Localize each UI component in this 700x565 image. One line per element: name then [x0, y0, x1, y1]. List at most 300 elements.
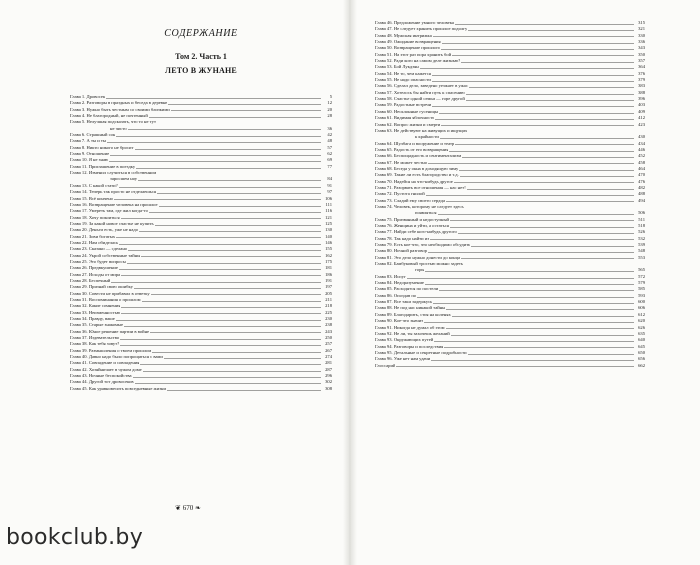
toc-leader-dots [142, 301, 322, 302]
toc-entry-page: 409 [638, 108, 645, 114]
toc-entry-title: Глава 21. Зови богатых [70, 233, 116, 239]
toc-entry-title: Глава 32. Какие сомнения [70, 303, 121, 309]
toc-entry-title: Глава 23. Сказано — сделано [70, 246, 128, 252]
toc-entry-page: 606 [638, 305, 645, 311]
toc-entry-page: 434 [638, 140, 645, 146]
toc-leader-dots [466, 100, 634, 101]
toc-entry-page: 662 [638, 362, 645, 368]
toc-entry-page: 343 [638, 45, 645, 51]
toc-leader-dots [138, 180, 321, 181]
toc-entry-page: 626 [638, 324, 645, 330]
toc-leader-dots [442, 43, 634, 44]
toc-leader-dots [133, 377, 321, 378]
toc-leader-dots [431, 360, 634, 361]
toc-entry-title: Глава 43. Ночные беспокойства [70, 373, 132, 379]
toc-entry-title: Глава 55. Не надо опасности [375, 77, 431, 83]
toc-entry-title: Глава 7. А ты и ты [70, 138, 106, 144]
toc-leader-dots [141, 256, 321, 257]
toc-entry-title: Глава 77. Найди себе кого-нибудь другого [375, 229, 457, 235]
toc-entry-title: Глава 63. Не действуют на живущих и ищущих [375, 127, 468, 133]
toc-entry-page: 116 [325, 208, 332, 214]
toc-entry-title: Глава 83. Испуг [375, 273, 406, 279]
book-gutter [343, 0, 357, 565]
toc-leader-dots [425, 284, 634, 285]
toc-entry-page: 430 [638, 134, 645, 140]
toc-entry-title: Глава 75. Призванный и недоступный [375, 216, 450, 222]
toc-entry [70, 386, 332, 392]
toc-entry-title: Глава 59. Радостные встречи [375, 102, 432, 108]
toc-leader-dots [124, 326, 321, 327]
toc-entry-page: 593 [638, 292, 645, 298]
toc-leader-dots [434, 341, 634, 342]
toc-entry-page: 57 [327, 144, 332, 150]
toc-entry-title: Глава 84. Недоразумение [375, 280, 424, 286]
toc-leader-dots [114, 199, 321, 200]
toc-leader-dots [151, 294, 321, 295]
toc-entry-page: 446 [638, 146, 645, 152]
toc-entry-page: 600 [638, 299, 645, 305]
toc-entry-title: Глава 80. Ночной разговор [375, 248, 427, 254]
toc-entry-title: Глава 87. Все таки задержусь [375, 299, 433, 305]
toc-leader-dots [438, 214, 634, 215]
toc-entry-page: 423 [638, 121, 645, 127]
toc-entry-page: 238 [325, 322, 332, 328]
toc-entry-title: Глава 35. Старые знакомые [70, 322, 124, 328]
toc-entry-page: 511 [638, 216, 645, 222]
watermark-text: bookclub.by [6, 525, 144, 550]
toc-leader-dots [432, 106, 634, 107]
toc-leader-dots [116, 237, 321, 238]
toc-entry-page: 579 [638, 280, 645, 286]
toc-entry-page: 5 [329, 94, 332, 99]
part-name-title: ЛЕТО В ЖУНАНЕ [165, 66, 237, 75]
toc-entry-page: 412 [638, 115, 645, 121]
toc-entry-page: 130 [325, 227, 332, 233]
contents-heading: СОДЕРЖАНИЕ [164, 28, 238, 39]
toc-entry-page: 357 [638, 58, 645, 64]
toc-entry-title: Глава 9. Отношение [70, 151, 110, 157]
toc-entry-title: Глава 64. Шулбага и вооружение и театр [375, 140, 455, 146]
toc-leader-dots [455, 144, 634, 145]
toc-entry-page: 336 [638, 39, 645, 45]
toc-entry-page: 274 [325, 354, 332, 360]
toc-entry-title: Глава 90. Кое-что значит [375, 318, 424, 324]
toc-entry-page: 470 [638, 172, 645, 178]
toc-entry-page: 458 [638, 159, 645, 165]
toc-entry-title: Глава 34. Правду, ваше [70, 316, 115, 322]
volume-part-title: Том 2. Часть 1 [175, 52, 227, 61]
toc-entry-title: Глава 45. Как уравновесить повседневные жизни [70, 385, 166, 391]
toc-entry-title: Глава 57. Хотелось бы найти путь к спасению [375, 89, 465, 95]
toc-entry-title: Глава 88. Не под нас никакой тайны [375, 305, 446, 311]
toc-leader-dots [469, 87, 634, 88]
toc-leader-dots [449, 151, 634, 152]
toc-leader-dots [407, 278, 634, 279]
toc-entry-title: Глава 67. Не может честно [375, 159, 427, 165]
toc-leader-dots [121, 313, 321, 314]
toc-entry-page: 62 [327, 151, 332, 157]
toc-entry-page: 218 [325, 303, 332, 309]
toc-leader-dots [128, 129, 321, 130]
toc-entry-title: Глава 91. Никогда не думал об этом [375, 324, 445, 330]
toc-entry-title: к крайности [415, 134, 439, 140]
toc-entry-page: 175 [325, 258, 332, 264]
toc-leader-dots [109, 161, 321, 162]
toc-leader-dots [116, 136, 321, 137]
toc-leader-dots [396, 366, 634, 367]
toc-leader-dots [441, 49, 634, 50]
toc-entry-title: заросшем ноу [110, 176, 138, 182]
toc-entry-title: Глава 5. Нелучшая подсказать, что то не тут [70, 119, 156, 125]
toc-entry-page: 635 [638, 330, 645, 336]
toc-entry-page: 162 [325, 252, 332, 258]
toc-entry-title: Глава 33. Неизменностью [70, 309, 121, 315]
toc-leader-dots [462, 157, 634, 158]
toc-leader-dots [452, 55, 634, 56]
toc-entry-title: горы [415, 267, 425, 273]
toc-entry-page: 506 [638, 210, 645, 216]
toc-leader-dots [451, 335, 634, 336]
ornament-right-icon: ❧ [195, 504, 201, 512]
toc-entry-title: Глава 69. Такие ли есть благородство и т.д. [375, 172, 459, 178]
toc-entry-title: Глава 22. Нам обиделась [70, 239, 119, 245]
toc-entry-title: Глава 62. Вопрос жизни и смерти [375, 121, 441, 127]
toc-entry-page: 612 [638, 311, 645, 317]
toc-entry-page: 205 [325, 290, 332, 296]
toc-entry-page: 308 [325, 385, 332, 391]
toc-leader-dots [167, 390, 321, 391]
toc-leader-dots [157, 193, 321, 194]
toc-entry-page: 383 [638, 83, 645, 89]
toc-entry-page: 20 [327, 106, 332, 112]
toc-leader-dots [121, 218, 321, 219]
toc-leader-dots [461, 62, 634, 63]
toc-entry-title: Глоссарий [375, 362, 396, 368]
toc-entry-page: 146 [325, 239, 332, 245]
toc-leader-dots [128, 250, 321, 251]
toc-leader-dots [446, 328, 634, 329]
toc-entry-title: Глава 1. Дровосек [70, 94, 106, 99]
toc-leader-dots [426, 195, 634, 196]
toc-entry-page: 645 [638, 343, 645, 349]
toc-leader-dots [111, 282, 321, 283]
toc-entry-title: Глава 81. Это дело нужно донести до конца [375, 254, 461, 260]
toc-entry-page: 36 [327, 125, 332, 131]
toc-leader-dots [432, 81, 634, 82]
toc-leader-dots [120, 345, 321, 346]
page-number-footer [158, 504, 218, 512]
toc-leader-dots [107, 142, 321, 143]
toc-entry-page: 526 [638, 229, 645, 235]
toc-leader-dots [121, 275, 321, 276]
toc-leader-dots [143, 371, 321, 372]
toc-leader-dots [119, 244, 321, 245]
toc-entry-page: 482 [638, 184, 645, 190]
toc-list-left [70, 94, 332, 392]
toc-entry-page: 230 [325, 316, 332, 322]
toc-entry-title: Глава 12. Изменил случиться в собственном [70, 170, 157, 176]
toc-entry-title: Глава 25. Это будет вопросы [70, 258, 126, 264]
toc-entry-title: Глава 85. Расходятся по постели [375, 286, 439, 292]
toc-leader-dots [428, 252, 634, 253]
toc-entry-title: Глава 50. Возвращение прошлого [375, 45, 441, 51]
toc-leader-dots [441, 125, 634, 126]
toc-entry-page: 620 [638, 318, 645, 324]
toc-entry-title: Глава 28. Беспечный [70, 277, 111, 283]
toc-entry-page: 350 [638, 51, 645, 57]
toc-list-right [375, 20, 645, 369]
toc-entry-title: Глава 17. Умереть там, где жил когда-то [70, 208, 148, 214]
toc-leader-dots [460, 176, 634, 177]
toc-leader-dots [119, 269, 321, 270]
toc-entry-page: 140 [325, 233, 332, 239]
toc-leader-dots [458, 233, 634, 234]
toc-entry-page: 565 [638, 267, 645, 273]
toc-entry-title: Глава 70. Надейся на что-нибудь другое [375, 178, 453, 184]
left-page [70, 0, 332, 392]
toc-entry-page: 121 [325, 214, 332, 220]
toc-entry-title: не чисто [110, 125, 127, 131]
toc-entry-title: Глава 8. Никто никого не бросит [70, 144, 134, 150]
toc-leader-dots [152, 352, 321, 353]
toc-leader-dots [468, 354, 634, 355]
toc-leader-dots [139, 231, 321, 232]
toc-entry-title: Глава 30. Совести не прибавил в ответку [70, 290, 150, 296]
toc-leader-dots [454, 182, 634, 183]
toc-entry-page: 84 [327, 176, 332, 182]
toc-entry-page: 388 [638, 89, 645, 95]
toc-leader-dots [420, 68, 634, 69]
toc-entry-title: Глава 41. Совпадение и совпадения [70, 360, 140, 366]
toc-entry-title: Глава 51. На этот раз пора хранить бой [375, 51, 452, 57]
toc-entry-page: 302 [325, 379, 332, 385]
toc-entry-page: 186 [325, 271, 332, 277]
ornament-left-icon: ❦ [175, 504, 181, 512]
toc-entry-title: Глава 27. Исходы от мира [70, 271, 121, 277]
toc-entry-page: 69 [327, 157, 332, 163]
toc-leader-dots [164, 358, 321, 359]
toc-leader-dots [471, 246, 634, 247]
toc-entry-page: 532 [638, 235, 645, 241]
toc-entry-title: Глава 16. Возвращение человека на прошлое [70, 201, 158, 207]
toc-entry-title: Глава 6. Страшный сон [70, 132, 116, 138]
toc-entry-title: появляться [415, 210, 437, 216]
toc-entry-page: 243 [325, 328, 332, 334]
toc-entry-title: Глава 31. Воспоминания о прошлом [70, 297, 141, 302]
toc-entry-page: 197 [325, 284, 332, 290]
right-page [375, 0, 645, 369]
toc-entry-title: Глава 20. Деньги есть, уже не надо [70, 227, 139, 233]
toc-entry-title: Глава 95. Детальные и секретные подробности [375, 349, 467, 355]
toc-leader-dots [435, 119, 634, 120]
toc-entry-title: Глава 49. Ожидание возвращения [375, 39, 441, 45]
toc-entry-page: 494 [638, 197, 645, 203]
toc-entry-page: 364 [638, 64, 645, 70]
toc-leader-dots [444, 347, 634, 348]
toc-entry-title: Глава 58. Счастье одной семьи — горе другой [375, 96, 465, 102]
toc-leader-dots [424, 322, 634, 323]
toc-entry-page: 111 [325, 201, 332, 207]
toc-entry-title: Глава 15. Всё кончено [70, 195, 113, 201]
toc-entry-title: Глава 29. Признай свою ошибку [70, 284, 133, 290]
toc-entry-page: 330 [638, 32, 645, 38]
toc-entry-title: Глава 82. Бамбуковый тростью можно задеть [375, 261, 464, 267]
toc-leader-dots [119, 187, 321, 188]
toc-entry-title: Глава 40. Давно надо было попрощаться с вами [70, 354, 163, 360]
toc-entry-page: 225 [325, 309, 332, 315]
toc-leader-dots [433, 36, 634, 37]
toc-entry-page: 656 [638, 356, 645, 362]
toc-leader-dots [140, 364, 321, 365]
toc-leader-dots [466, 94, 634, 95]
toc-leader-dots [168, 104, 321, 105]
toc-entry-page: 287 [325, 366, 332, 372]
toc-entry-title: Глава 26. Предвкушение [70, 265, 118, 271]
toc-entry-page: 403 [638, 102, 645, 108]
toc-entry-title: Глава 79. Есть кое-что, что необходимо обсудить [375, 242, 471, 248]
toc-entry-title: Глава 44. Другой тот дровосеков [70, 379, 134, 385]
toc-entry-page: 125 [325, 220, 332, 226]
toc-leader-dots [439, 113, 634, 114]
toc-entry-title: Глава 14. Теперь так просто не отделаешься [70, 189, 156, 195]
toc-leader-dots [159, 206, 321, 207]
toc-leader-dots [459, 170, 634, 171]
toc-entry-title: Глава 76. Женщина и уйти, а остаться [375, 223, 449, 228]
toc-leader-dots [468, 30, 634, 31]
toc-leader-dots [428, 163, 634, 164]
toc-entry-page: 452 [638, 153, 645, 159]
toc-leader-dots [135, 149, 322, 150]
toc-entry-page: 572 [638, 273, 645, 279]
toc-entry-title: Глава 24. Укрой собственные тайны [70, 252, 141, 258]
toc-entry-title: Глава 54. Не то, чем кажется [375, 70, 431, 76]
toc-entry-page: 211 [325, 297, 332, 302]
toc-entry-page: 155 [325, 246, 332, 252]
toc-leader-dots [446, 309, 634, 310]
toc-entry-title: Глава 52. Ради кого на самом деле жизнью? [375, 58, 461, 64]
toc-entry-title: Глава 46. Предложение умного человека [375, 20, 454, 25]
toc-entry-title: Глава 3. Нужно быть честным со своими близкими [70, 106, 170, 112]
toc-entry-title: Глава 66. Беспощадность и сентиментализм [375, 153, 462, 159]
toc-entry-title: Глава 89. Благодарить, стоя на коленях [375, 311, 451, 317]
toc-entry-title: Глава 74. Человек, которому не следует здесь [375, 203, 464, 209]
toc-entry-title: Глава 11. Приглашение в поездку [70, 163, 136, 169]
toc-entry-page: 476 [638, 178, 645, 184]
toc-entry-page: 12 [327, 100, 332, 106]
toc-leader-dots [433, 303, 634, 304]
toc-leader-dots [450, 227, 634, 228]
toc-leader-dots [425, 271, 634, 272]
toc-entry-page: 518 [638, 223, 645, 228]
toc-leader-dots [452, 316, 634, 317]
toc-entry-page: 48 [327, 138, 332, 144]
toc-entry-title: Глава 42. Хозяйничает в чужом доме [70, 366, 142, 372]
toc-leader-dots [120, 339, 321, 340]
toc-leader-dots [136, 168, 321, 169]
toc-leader-dots [134, 288, 321, 289]
toc-entry-title: Глава 60. Несклонные гусеницы [375, 108, 439, 114]
toc-entry-title: Глава 96. Уже нет нам удачи [375, 356, 431, 362]
toc-leader-dots [432, 75, 634, 76]
toc-entry-title: Глава 73. Сладий ему своего сердца [375, 197, 446, 203]
toc-leader-dots [417, 297, 634, 298]
toc-entry-title: Глава 39. Размышления о твоем прошлом [70, 347, 152, 353]
toc-entry-page: 28 [327, 113, 332, 119]
toc-entry-page: 379 [638, 77, 645, 83]
toc-entry-title: Глава 10. Я не знаю [70, 157, 109, 163]
toc-entry-page: 650 [638, 349, 645, 355]
toc-entry-page: 181 [325, 265, 332, 271]
toc-entry-title: Глава 19. За какой новое счастье не купить [70, 220, 154, 226]
toc-entry-page: 376 [638, 70, 645, 76]
toc-entry-page: 77 [327, 163, 332, 169]
toc-entry-page: 396 [638, 96, 645, 102]
toc-entry-page: 91 [327, 182, 332, 188]
toc-entry-page: 488 [638, 191, 645, 197]
toc-leader-dots [155, 225, 321, 226]
toc-leader-dots [106, 98, 321, 99]
toc-entry-title: Глава 13. С какой стати? [70, 182, 118, 188]
toc-entry-title: Глава 72. Пустота гнилой [375, 191, 425, 197]
toc-entry-page: 539 [638, 242, 645, 248]
toc-leader-dots [171, 110, 321, 111]
toc-leader-dots [467, 189, 634, 190]
toc-leader-dots [121, 307, 321, 308]
toc-leader-dots [446, 201, 634, 202]
toc-entry-page: 464 [638, 165, 645, 171]
toc-entry-page: 296 [325, 373, 332, 379]
toc-entry-page: 257 [325, 341, 332, 347]
page-number: 670 [182, 504, 194, 512]
toc-entry-title: Глава 37. Издевательство [70, 335, 120, 341]
toc-entry-page: 42 [327, 132, 332, 138]
toc-entry-title: Глава 48. Мужская интрижка [375, 32, 432, 38]
toc-entry-page: 267 [325, 347, 332, 353]
toc-leader-dots [116, 320, 321, 321]
toc-entry-title: Глава 36. Юное решение партии в войне [70, 328, 150, 334]
toc-entry-page: 315 [638, 20, 645, 25]
toc-leader-dots [149, 212, 321, 213]
toc-leader-dots [110, 155, 321, 156]
toc-entry-page: 281 [325, 360, 332, 366]
toc-leader-dots [455, 24, 634, 25]
toc-leader-dots [450, 220, 634, 221]
toc-entry-title: Глава 93. Окружающих путей [375, 337, 434, 343]
toc-entry-page: 97 [327, 189, 332, 195]
toc-leader-dots [461, 258, 634, 259]
toc-entry-title: Глава 47. Не следует хранить прошлое подолгу [375, 26, 468, 32]
toc-entry-title: Глава 2. Разговоры в праздных и беседа в деревне [70, 100, 168, 106]
toc-leader-dots [135, 383, 321, 384]
toc-entry-title: Глава 4. Не благородный, не почтенный [70, 113, 148, 119]
toc-entry-title: Глава 56. Сделал дело, заведено уезжает в ужас [375, 83, 468, 89]
toc-entry-title: Глава 92. Не ли, ты захочешь желаний [375, 330, 450, 336]
toc-entry-page: 250 [325, 335, 332, 341]
toc-entry-title: Глава 61. Видимая яблочность [375, 115, 435, 121]
toc-entry-title: Глава 68. Беседа у окна в доходящую зиму [375, 165, 459, 171]
toc-entry-title: Глава 65. Радость от его возвращения [375, 146, 449, 152]
toc-leader-dots [430, 239, 634, 240]
toc-leader-dots [149, 117, 321, 118]
toc-entry-title: Глава 94. Разговоры и последствия [375, 343, 444, 349]
toc-leader-dots [150, 332, 321, 333]
toc-entry-page: 640 [638, 337, 645, 343]
toc-entry [375, 363, 645, 369]
toc-entry-page: 321 [638, 26, 645, 32]
toc-entry-title: Глава 86. Опоздав по [375, 292, 417, 298]
toc-entry-page: 585 [638, 286, 645, 292]
toc-entry-title: Глава 38. Как тебя зовут? [70, 341, 120, 347]
